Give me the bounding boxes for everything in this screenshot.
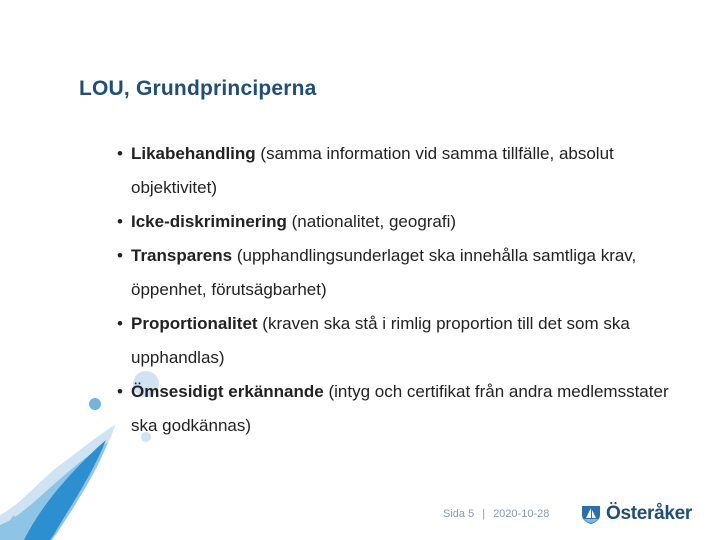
bullet-term: Proportionalitet bbox=[131, 314, 258, 333]
bullet-item bbox=[117, 375, 677, 443]
footer-date: 2020-10-28 bbox=[493, 508, 550, 520]
decor-bubble bbox=[89, 398, 101, 410]
page-number: Sida 5 bbox=[443, 508, 475, 520]
osteraker-logo bbox=[580, 502, 692, 526]
bullet-text: (kraven ska stå i rimlig proportion till det som ska upphandlas) bbox=[131, 314, 630, 367]
bullet-text: (samma information vid samma tillfälle, absolut objektivitet) bbox=[131, 144, 614, 197]
logo-text: Österåker bbox=[606, 503, 693, 524]
bullet-term: Transparens bbox=[131, 246, 233, 265]
bullet-dot-icon: • bbox=[117, 382, 123, 401]
slide-footer bbox=[443, 508, 549, 520]
bullet-list bbox=[117, 137, 677, 443]
bullet-text: (nationalitet, geografi) bbox=[286, 212, 457, 231]
bullet-text: (upphandlingsunderlaget ska innehålla samtliga krav, öppenhet, förutsägbarhet) bbox=[131, 246, 637, 299]
bullet-text: (intyg och certifikat från andra medlemsstater ska godkännas) bbox=[131, 382, 669, 435]
slide-title: LOU, Grundprinciperna bbox=[79, 77, 317, 100]
bullet-term: Ömsesidigt erkännande bbox=[131, 382, 324, 401]
bullet-dot-icon: • bbox=[117, 144, 123, 163]
sailboat-icon bbox=[580, 503, 602, 525]
footer-separator: | bbox=[482, 508, 486, 520]
bullet-dot-icon: • bbox=[117, 314, 123, 333]
bullet-dot-icon: • bbox=[117, 212, 123, 231]
bullet-item bbox=[117, 137, 677, 205]
bullet-term: Likabehandling bbox=[131, 144, 256, 163]
bullet-item bbox=[117, 239, 677, 307]
bullet-dot-icon: • bbox=[117, 246, 123, 265]
bullet-item bbox=[117, 307, 677, 375]
bullet-term: Icke-diskriminering bbox=[131, 212, 287, 231]
bullet-item bbox=[117, 205, 677, 239]
